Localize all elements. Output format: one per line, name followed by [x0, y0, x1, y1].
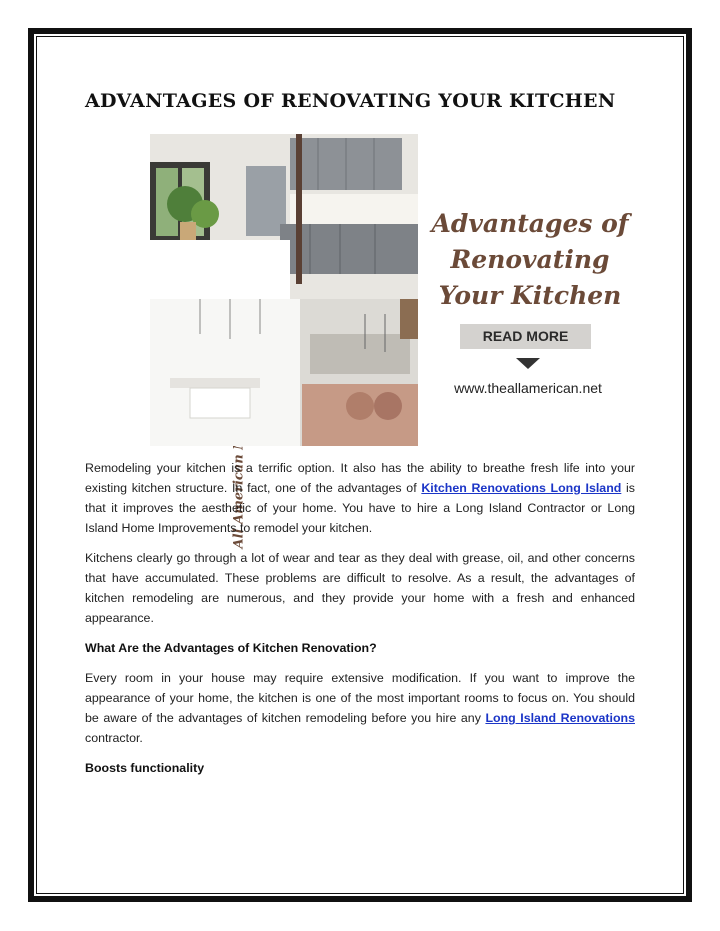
article-body	[85, 458, 635, 788]
banner-headline: Advantages of Renovating Your Kitchen	[431, 209, 629, 310]
paragraph: Kitchens clearly go through a lot of wear and tear as they deal with grease, oil, and other concerns that have accumulated. These problems are difficult to resolve. As a result, the advantages of kitchen remodeling are numerous, and they provide your home with a fresh and enhanced appearance.	[85, 551, 635, 625]
promo-banner	[112, 134, 637, 446]
read-more-button[interactable]: READ MORE	[460, 324, 591, 349]
paragraph: Every room in your house may require extensive modification. If you want to improve the appearance of your home, the kitchen is one of the most important rooms to focus on. You should be aware of the advantages of kitchen remodeling before you hire any Long Island Renovations contractor.	[85, 671, 635, 745]
paragraph: Remodeling your kitchen is a terrific option. It also has the ability to breathe fresh life into your existing kitchen structure. In fact, one of the advantages of Kitchen Renovations Long Island is that it improves the aesthetic of your home. You have to hire a Long Island Contractor or Long Island Home Improvements to remodel your kitchen.	[85, 461, 635, 535]
kitchen-illustration	[150, 134, 418, 446]
arrow-down-icon	[516, 358, 540, 369]
kitchen-photo	[150, 134, 418, 446]
kitchen-renovations-link[interactable]: Kitchen Renovations Long Island	[421, 481, 622, 495]
long-island-renovations-link[interactable]: Long Island Renovations	[485, 711, 635, 725]
section-heading: What Are the Advantages of Kitchen Renovation?	[85, 641, 377, 655]
section-heading: Boosts functionality	[85, 761, 205, 775]
website-url: www.theallamerican.net	[454, 380, 602, 396]
page-title: ADVANTAGES OF RENOVATING YOUR KITCHEN	[85, 90, 616, 112]
